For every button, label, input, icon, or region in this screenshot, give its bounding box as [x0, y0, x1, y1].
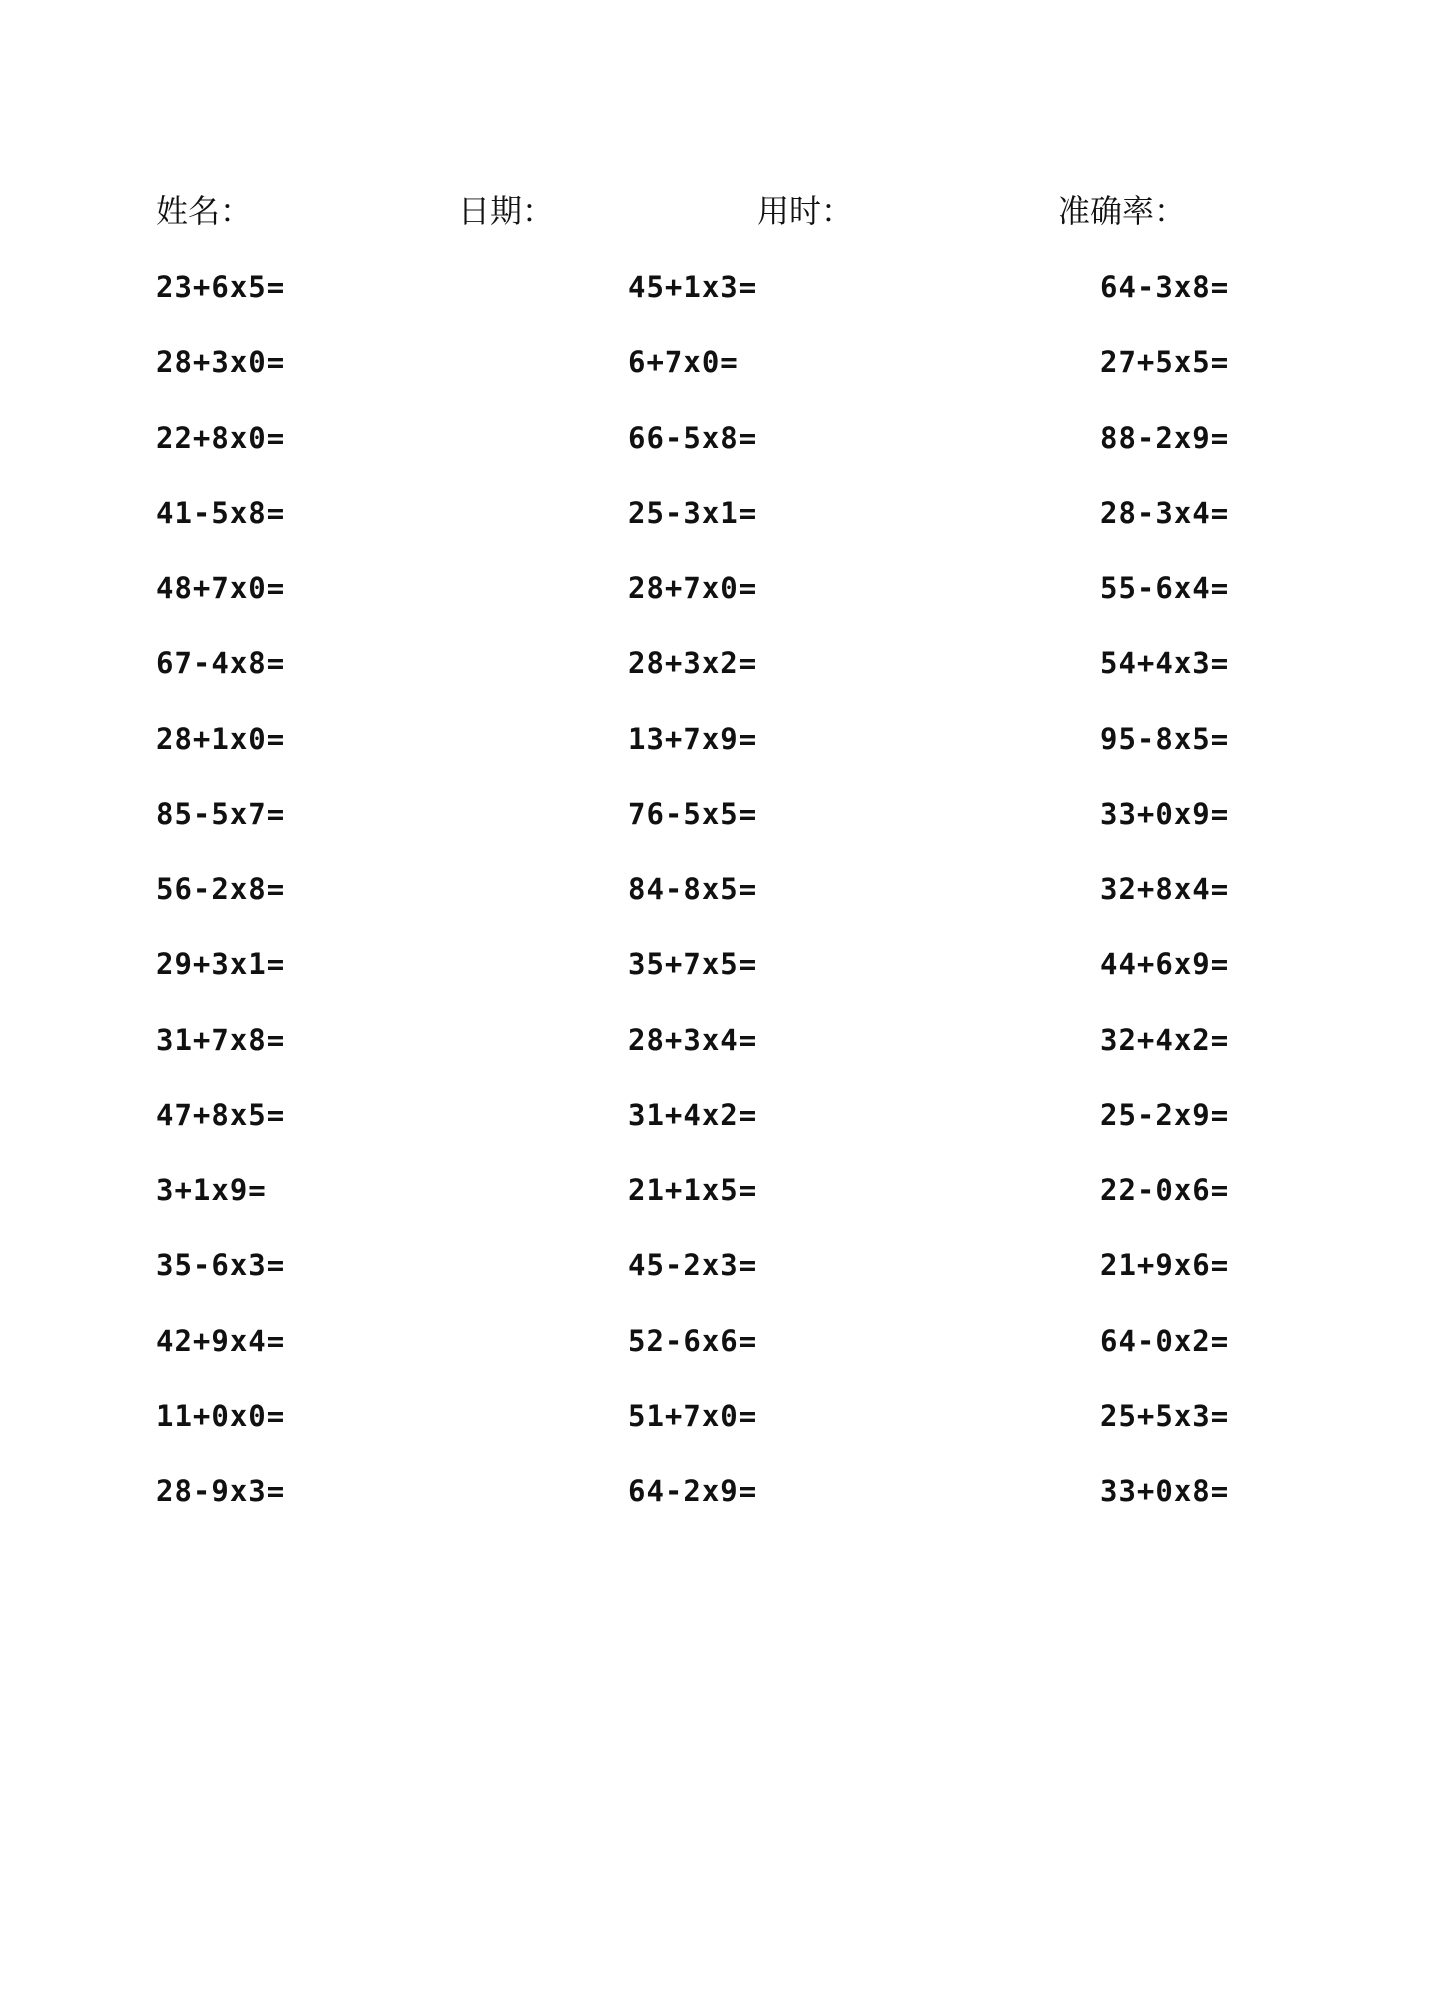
- math-problem: 31+4x2=: [628, 1097, 758, 1132]
- accuracy-field-label: 准确率：: [1058, 192, 1187, 230]
- math-problem: 31+7x8=: [156, 1022, 286, 1057]
- math-problem: 28-9x3=: [156, 1474, 286, 1508]
- math-problem: 47+8x5=: [156, 1097, 286, 1132]
- math-problem: 28-3x4=: [1100, 495, 1230, 530]
- math-problem: 95-8x5=: [1100, 721, 1230, 756]
- math-problem: 88-2x9=: [1100, 420, 1230, 455]
- math-problem: 28+7x0=: [628, 571, 758, 605]
- problem-row: [0, 868, 1434, 943]
- math-problem: 44+6x9=: [1100, 947, 1230, 982]
- math-problem: 52-6x6=: [628, 1323, 758, 1358]
- problem-row: [0, 1094, 1434, 1169]
- math-problem: 11+0x0=: [156, 1398, 286, 1433]
- math-problem: 56-2x8=: [156, 872, 286, 906]
- math-problem: 42+9x4=: [156, 1323, 286, 1358]
- problem-row: [0, 417, 1434, 492]
- math-problem: 76-5x5=: [628, 796, 758, 831]
- math-problem: 41-5x8=: [156, 495, 286, 530]
- math-problem: 35-6x3=: [156, 1248, 286, 1283]
- problem-row: [0, 1470, 1434, 1545]
- problem-row: [0, 642, 1434, 717]
- math-problem: 3+1x9=: [156, 1173, 267, 1207]
- problem-grid: [0, 266, 1434, 1545]
- math-problem: 48+7x0=: [156, 571, 286, 605]
- problem-row: [0, 492, 1434, 567]
- math-problem: 85-5x7=: [156, 796, 286, 831]
- problem-row: [0, 1244, 1434, 1319]
- math-problem: 13+7x9=: [628, 721, 758, 756]
- problem-row: [0, 1169, 1434, 1244]
- math-problem: 84-8x5=: [628, 872, 758, 906]
- math-problem: 64-3x8=: [1100, 270, 1230, 304]
- problem-row: [0, 718, 1434, 793]
- math-problem: 6+7x0=: [628, 345, 739, 380]
- problem-row: [0, 1395, 1434, 1470]
- math-problem: 33+0x9=: [1100, 796, 1230, 831]
- problem-row: [0, 567, 1434, 642]
- math-problem: 22+8x0=: [156, 420, 286, 455]
- time-used-field-label: 用时：: [757, 192, 854, 230]
- date-field-label: 日期：: [458, 192, 555, 230]
- problem-row: [0, 1019, 1434, 1094]
- worksheet-header: [0, 188, 1434, 234]
- math-problem: 67-4x8=: [156, 646, 286, 681]
- math-problem: 66-5x8=: [628, 420, 758, 455]
- problem-row: [0, 341, 1434, 416]
- math-problem: 45-2x3=: [628, 1248, 758, 1283]
- math-problem: 28+3x2=: [628, 646, 758, 681]
- math-problem: 45+1x3=: [628, 270, 758, 304]
- math-problem: 28+1x0=: [156, 721, 286, 756]
- math-problem: 27+5x5=: [1100, 345, 1230, 380]
- math-problem: 35+7x5=: [628, 947, 758, 982]
- math-problem: 33+0x8=: [1100, 1474, 1230, 1508]
- math-problem: 54+4x3=: [1100, 646, 1230, 681]
- math-problem: 64-0x2=: [1100, 1323, 1230, 1358]
- math-problem: 32+4x2=: [1100, 1022, 1230, 1057]
- math-problem: 22-0x6=: [1100, 1173, 1230, 1207]
- math-problem: 21+9x6=: [1100, 1248, 1230, 1283]
- math-problem: 28+3x0=: [156, 345, 286, 380]
- math-problem: 55-6x4=: [1100, 571, 1230, 605]
- problem-row: [0, 793, 1434, 868]
- math-problem: 64-2x9=: [628, 1474, 758, 1508]
- math-problem: 25-3x1=: [628, 495, 758, 530]
- math-problem: 25-2x9=: [1100, 1097, 1230, 1132]
- name-field-label: 姓名：: [156, 192, 253, 230]
- math-problem: 25+5x3=: [1100, 1398, 1230, 1433]
- math-problem: 51+7x0=: [628, 1398, 758, 1433]
- math-problem: 21+1x5=: [628, 1173, 758, 1207]
- math-problem: 32+8x4=: [1100, 872, 1230, 906]
- problem-row: [0, 266, 1434, 341]
- math-problem: 29+3x1=: [156, 947, 286, 982]
- problem-row: [0, 1320, 1434, 1395]
- problem-row: [0, 943, 1434, 1018]
- math-problem: 23+6x5=: [156, 270, 286, 304]
- math-problem: 28+3x4=: [628, 1022, 758, 1057]
